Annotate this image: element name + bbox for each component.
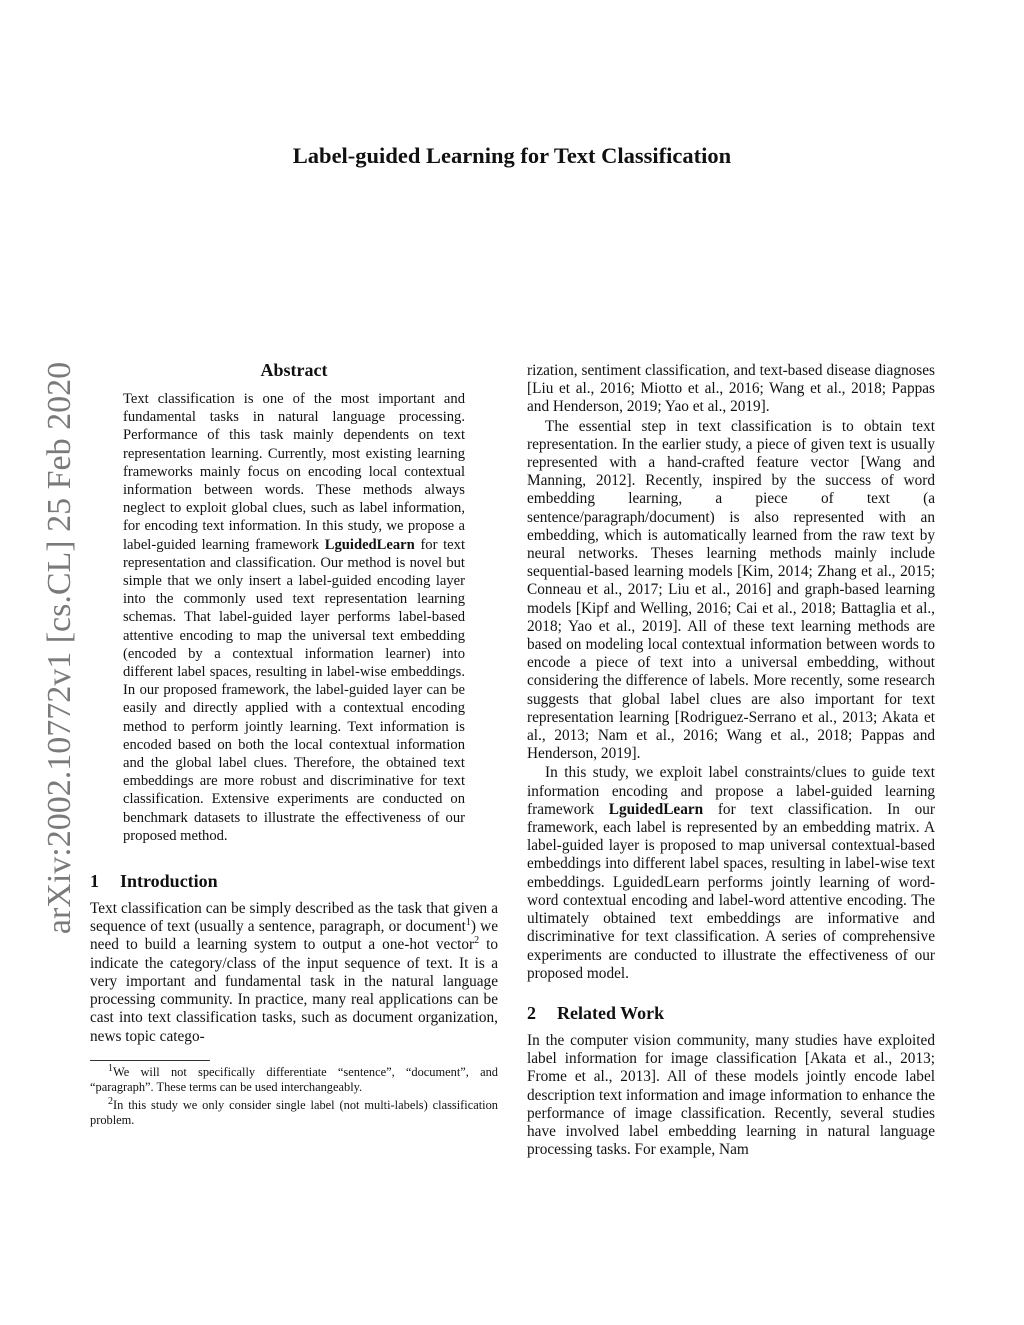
section-title: Related Work xyxy=(557,1002,665,1023)
framework-name: LguidedLearn xyxy=(324,536,415,553)
framework-name: LguidedLearn xyxy=(608,800,704,818)
footnote-ref-2: 2 xyxy=(474,935,480,947)
footnote-1: $^1$We will not specifically differentiate “sentence”, “document”, and “paragraph”. These terms can be used interchangeably. xyxy=(90,1062,498,1095)
intro-paragraph-2: The essential step in text classification is to obtain text representation. In the earlier study, a piece of given text is usually represented with a hand-crafted feature vector [Wang and Manning, 2012]. Recently, inspired by the success of word embedding learning, a piece of text (a sentence/paragraph/document) is also represented with an embedding, which is automatically learned from the raw text by neural networks. Theses learning methods mainly include sequential-based learning models [Kim, 2014; Zhang et al., 2015; Conneau et al., 2017; Liu et al., 2016] and graph-based learning models [Kipf and Welling, 2016; Cai et al., 2018; Battaglia et al., 2018; Yao et al., 2019]. All of these text learning methods are based on modeling local contextual information between words to encode a piece of text into a universal embedding, without considering the difference of labels. More recently, some research suggests that global label clues are also important for text representation learning [Rodriguez-Serrano et al., 2013; Akata et al., 2013; Nam et al., 2016; Wang et al., 2018; Pappas and Henderson, 2019]. xyxy=(527,417,935,763)
intro-paragraph-1: Text classification can be simply described as the task that given a sequence of text (usually a sentence, paragraph, or document$^1$) we need to build a learning system to output a one-hot vector$^2$ to indicate the category/class of the input sequence of text. It is a very important and fundamental task in the natural language processing community. In practice, many real applications can be cast into text classification tasks, such as document organization, news topic catego- xyxy=(90,900,498,1045)
footnote-divider xyxy=(90,1060,210,1061)
intro-paragraph-1-continued: rization, sentiment classification, and text-based disease diagnoses [Liu et al., 2016; Miotto et al., 2016; Wang et al., 2018; Pappas and Henderson, 2019; Yao et al., 2019]. xyxy=(527,362,935,416)
abstract-body: Text classification is one of the most important and fundamental tasks in natural language processing. Performance of this task mainly dependents on text representation learning. Currently, most existing learning frameworks mainly focus on encoding local contextual information between words. These methods always neglect to exploit global clues, such as label information, for encoding text information. In this study, we propose a label-guided learning framework LguidedLearn for text representation and classification. Our method is novel but simple that we only insert a label-guided encoding layer into the commonly used text representation learning schemas. That label-guided layer performs label-based attentive encoding to map the universal text embedding (encoded by a contextual information learner) into different label spaces, resulting in label-wise embeddings. In our proposed framework, the label-guided layer can be easily and directly applied with a contextual encoding method to perform jointly learning. Text information is encoded based on both the local contextual information and the global label clues. Therefore, the obtained text embeddings are more robust and discriminative for text classification. Extensive experiments are conducted on benchmark datasets to illustrate the effectiveness of our proposed method. xyxy=(123,391,466,844)
footnote-mark-2: 2 xyxy=(108,1095,113,1107)
paper-title: Label-guided Learning for Text Classification xyxy=(292,143,732,168)
abstract-section xyxy=(90,360,498,845)
section-number: 1 xyxy=(90,871,99,892)
section-number: 2 xyxy=(527,1002,536,1023)
section-title: Introduction xyxy=(120,871,218,892)
right-column xyxy=(527,362,935,1159)
footnotes xyxy=(90,1060,498,1129)
intro-paragraph-3: In this study, we exploit label constraints/clues to guide text information encoding and propose a label-guided learning framework LguidedLearn for text classification. In our framework, each label is represented by an embedding matrix. A label-guided layer is proposed to map universal contextual-based embeddings into different label spaces, resulting in label-wise text embeddings. LguidedLearn performs jointly learning of word-word contextual encoding and label-word attentive encoding. The ultimately obtained text embeddings are informative and discriminative for text classification. A series of comprehensive experiments are conducted to illustrate the effectiveness of our proposed model. xyxy=(527,764,935,982)
related-work-heading xyxy=(527,1003,935,1024)
footnote-2: $^2$In this study we only consider single label (not multi-labels) classification problem. xyxy=(90,1095,498,1128)
introduction-section xyxy=(90,871,498,1046)
left-column xyxy=(90,360,498,1129)
footnote-ref-1: 1 xyxy=(465,917,471,929)
related-work-section xyxy=(527,1003,935,1159)
footnote-mark-1: 1 xyxy=(108,1062,113,1074)
introduction-heading xyxy=(90,871,498,892)
arxiv-identifier-text: arXiv:2002.10772v1 [cs.CL] 25 Feb 2020 xyxy=(41,361,78,935)
related-work-paragraph-1: In the computer vision community, many studies have exploited label information for image classification [Akata et al., 2013; Frome et al., 2013]. All of these models jointly encode label description text information and image information to enhance the performance of image classification. Recently, several studies have involved label embedding learning in natural language processing tasks. For example, Nam xyxy=(527,1031,935,1159)
abstract-heading: Abstract xyxy=(260,360,328,380)
